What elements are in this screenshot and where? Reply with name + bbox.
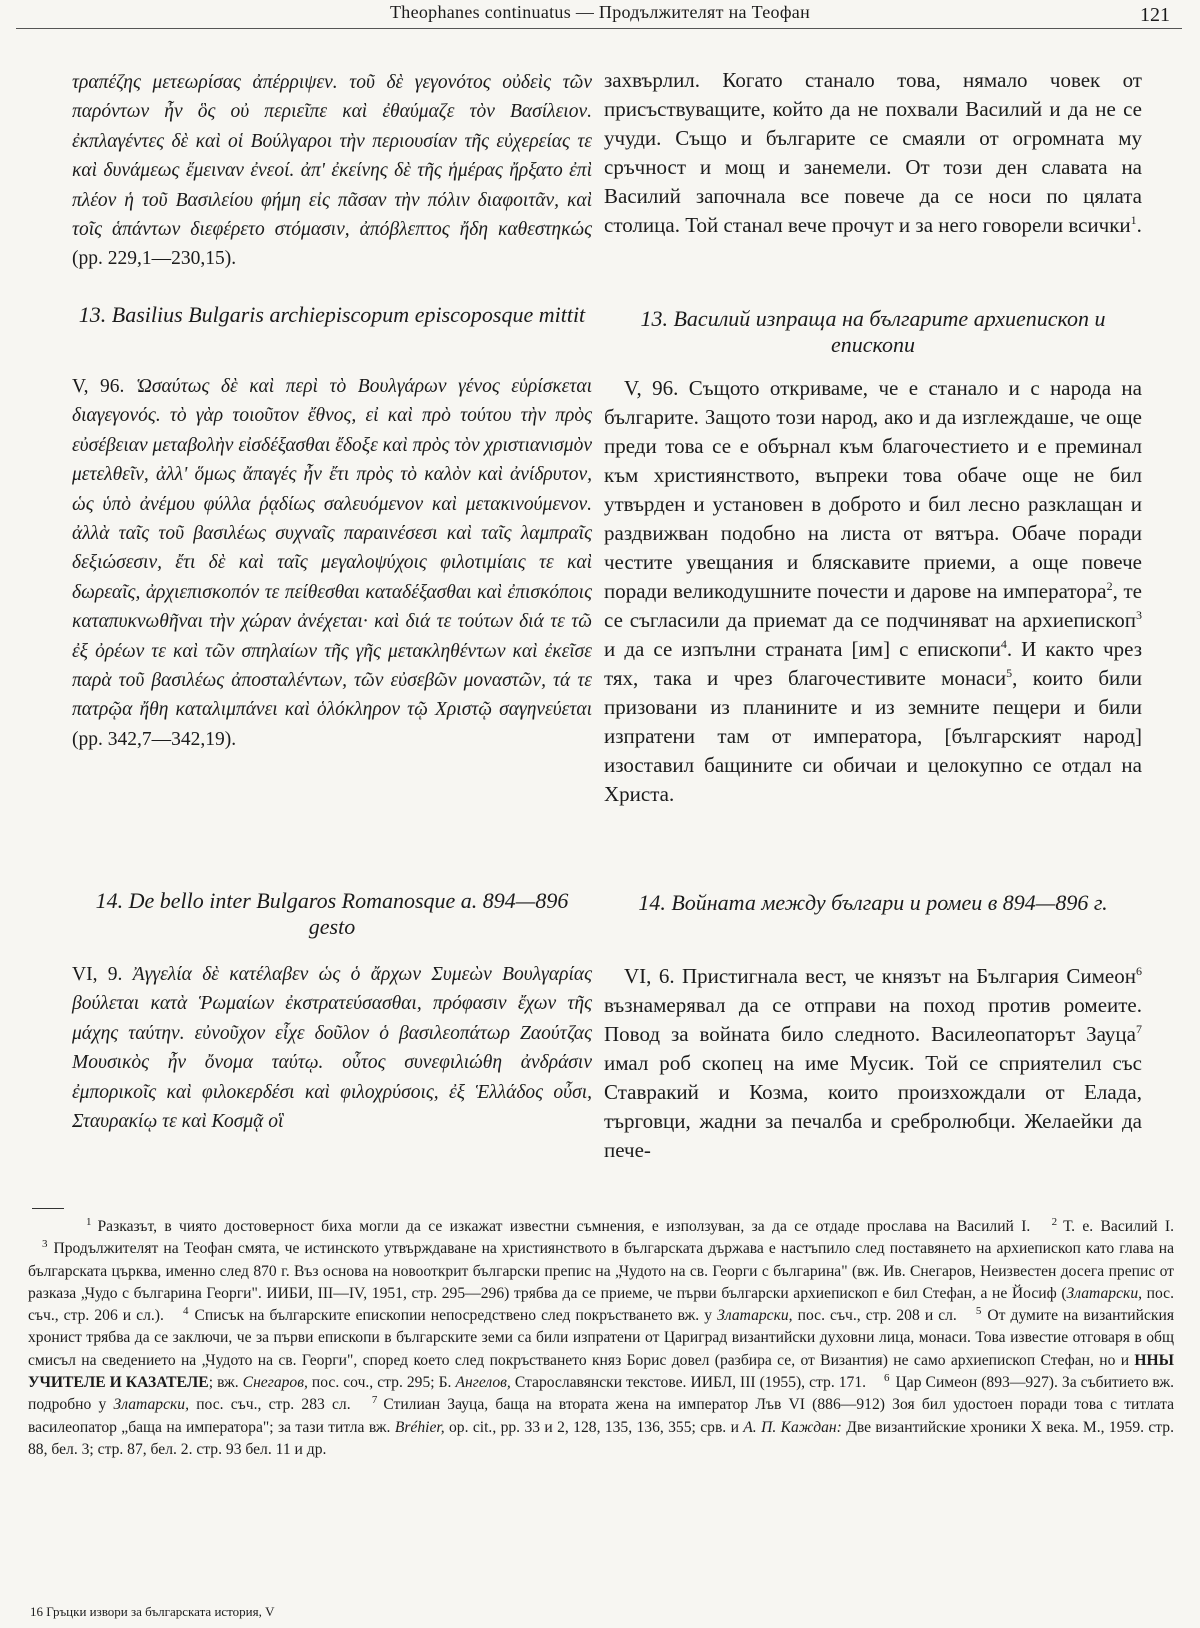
- footnote-ref: 5: [1006, 666, 1013, 680]
- footnote-ref: 4: [1000, 637, 1007, 651]
- bulgarian-text-section-13: V, 96. Същото откриваме, че е станало и с народа на българите. Защото този народ, ако и да изглеждаше, че още преди това се е обърнал към благочестието и е преминал към християнството, въпреки това обаче още не бил утвърден и установен в доброто и бил лесно разклащан и раздвижван подобно на листа от вятъра. Обаче поради честите увещания и бляскавите приеми, а още повече поради великодушните почести и дарове на императора$^2$, те се съгласили да приемат да се подчиняват на архиепископ$^3$ и да се изпълни страната [им] с епископи$^4$. И както чрез тях, така и чрез благочестивите монаси$^5$, които били призовани из планините и из земните пещери и били изпратени там от императора, [българският народ] изоставил бащините си обичаи и целокупно се отдал на Христа.: [604, 376, 1143, 806]
- section-ref: VI, 9.: [72, 964, 123, 985]
- footnote-2: Т. е. Василий I.: [1063, 1218, 1174, 1235]
- footnote-6: Цар Симеон (893—927). За събитието вж. подробно у Златарски, пос. съч., стр. 283 сл.: [28, 1374, 1174, 1414]
- page-number: 121: [1140, 4, 1170, 26]
- footnote-number: 2: [1051, 1215, 1058, 1228]
- section-13-latin-heading: 13. Basilius Bulgaris archiepiscopum episcoposque mittit: [78, 302, 586, 327]
- footnote-ref: 3: [1136, 608, 1142, 622]
- footnote-number: 1: [86, 1215, 92, 1228]
- bulgarian-text-continued: захвърлил. Когато станало това, нямало човек от присъствуващите, който да не похвали Василий и да не се учуди. Също и българите се смаяли от огромната му сръчност и мощ и занемели. От този ден славата на Василий започнала все повече да се носи по цялата столица. Той станал вече прочут и за него говорели всички$^1$.: [604, 68, 1142, 237]
- running-title: Theophanes continuatus — Продължителят на Теофан: [389, 2, 811, 22]
- footnote-number: 7: [371, 1394, 378, 1407]
- footnote-7: Стилиан Зауца, баща на втората жена на император Лъв VI (886—912) Зоя бил удостоен поради това с титлата василеопатор „баща на императора"; за тази титла вж. Bréhier, op. cit., pp. 33 и 2, 128, 135, 136, 355; срв. и А. П. Каждан: Две византийские хроники Х века. М., 1959. стр. 88, бел. 3; стр. 87, бел. 2. стр. 93 бел. 11 и др.: [28, 1396, 1175, 1458]
- source-ref: (pp. 342,7—342,19).: [72, 728, 237, 750]
- footnote-number: 6: [884, 1371, 890, 1384]
- footnote-1: Разказът, в чиято достоверност биха могли да се изкажат известни съмнения, е използуван, за да се отдаде прослава на Василий I.: [97, 1218, 1031, 1235]
- header-rule: [16, 28, 1182, 29]
- greek-text-continued: τραπέζης μετεωρίσας ἀπέρριψεν. τοῦ δὲ γεγονότος οὐδεὶς τῶν παρόντων ἦν ὃς οὐ περιεῖπε καὶ ἐθαύμαζε τὸν Βασίλειον. ἐκπλαγέντες δὲ καὶ οἱ Βούλγαροι τὴν περιουσίαν τῆς εὐχερείας τε καὶ δυνάμεως ἔμειναν ἐνεοί. ἀπ' ἐκείνης δὲ τῆς ἡμέρας ἤρξατο ἐπὶ πλέον ἡ τοῦ Βασιλείου φήμη εἰς πᾶσαν τὴν πόλιν διαφοιτᾶν, καὶ τοῖς ἁπάντων διεφέρετο στόμασιν, ἀπόβλεπτος ἤδη καθεστηκώς (pp. 229,1—230,15).: [72, 72, 592, 270]
- running-header: [0, 0, 1200, 30]
- section-13-bulgarian-heading: 13. Василий изпраща на българите архиепископ и епископи: [640, 306, 1106, 357]
- section-ref: VI, 6.: [624, 964, 675, 988]
- footnote-ref: 2: [1106, 579, 1113, 593]
- footnote-5: От думите на византийския хронист трябва да се заключи, че за първи епископи в българските земи са били изпратени от Цариград византийски духовни лица, монаси. Това известие отговаря в общ смисъл на сведението на „Чудото на св. Георги", според което след покръстването княз Борис довел (разбира се, от Византия) не само архиепископ Стефан, но и ННЫ УЧИТЕЛЕ И КАЗАТЕЛЕ; вж. Снегаров, пос. соч., стр. 295; Б. Ангелов, Старославянски текстове. ИИБЛ, III (1955), стр. 171.: [28, 1307, 1175, 1392]
- section-14-bulgarian-heading: 14. Войната между българи и ромеи в 894—896 г.: [638, 890, 1108, 915]
- footnote-rule: [32, 1208, 64, 1209]
- greek-text-section-14: VI, 9. Ἀγγελία δὲ κατέλαβεν ὡς ὁ ἄρχων Συμεὼν Βουλγαρίας βούλεται κατὰ Ῥωμαίων ἐκστρατεύσασθαι, πρόφασιν ἔχων τῆς μάχης ταύτην. εὐνοῦχον εἶχε δοῦλον ὁ βασιλεοπάτωρ Ζαούτζας Μουσικὸς ἦν ὄνομα ταύτῳ. οὗτος συνεφιλιώθη ἀνδράσιν ἐμπορικοῖς καὶ φιλοκερδέσι καὶ φιλοχρύσοις, ἐξ Ἑλλάδος οὖσι, Σταυρακίῳ τε καὶ Κοσμᾷ οἳ: [72, 964, 593, 1133]
- footnote-ref: 1: [1130, 213, 1137, 227]
- footnote-ref: 6: [1136, 964, 1142, 978]
- footnote-number: 3: [42, 1238, 48, 1251]
- footnotes: [28, 1216, 1174, 1461]
- footnote-4: Списък на българските епископии непосредствено след покръстването вж. у Златарски, пос. съч., стр. 208 и сл.: [194, 1307, 957, 1325]
- footnote-ref: 7: [1136, 1022, 1142, 1036]
- footnote-number: 4: [182, 1305, 189, 1317]
- section-ref: V, 96.: [72, 376, 125, 397]
- footnote-number: 5: [975, 1305, 982, 1317]
- greek-text-section-13: V, 96. Ὡσαύτως δὲ καὶ περὶ τὸ Βουλγάρων γένος εὑρίσκεται διαγεγονός. τὸ γὰρ τοιοῦτον ἔθνος, εἰ καὶ πρὸ τούτου τὴν πρὸς εὐσέβειαν μεταβολὴν εἰσδέξασθαι ἔδοξε καὶ πρὸς τὸν χριστιανισμὸν μετελθεῖν, ἀλλ' ὅμως ἄπαγές ἦν ἔτι πρὸς τὸ καλὸν καὶ ἀνίδρυτον, ὡς ὑπὸ ἀνέμου φύλλα ῥᾳδίως σαλευόμενον καὶ μετακινούμενον. ἀλλὰ ταῖς τοῦ βασιλέως συχναῖς παραινέσεσι καὶ ταῖς λαμπραῖς δεξιώσεσιν, ἔτι δὲ καὶ ταῖς μεγαλοψύχοις φιλοτιμίαις τε καὶ δωρεαῖς, ἀρχιεπισκοπόν τε πείθεσθαι καταδέξασθαι καὶ ἐπισκόποις καταπυκνωθῆναι τὴν χώραν ἀνέχεται· καὶ διά τε τούτων διά τε τῶ ἐξ ὀρέων τε καὶ τῶν σπηλαίων τῆς γῆς μετακληθέντων καὶ ἐκεῖσε παρὰ τοῦ βασιλέως ἀποσταλέντων, τῶν εὐσεβῶν μοναστῶν, τά τε πατρῷα ἤθη καταλιμπάνει καὶ ὁλόκληρον τῷ Χριστῷ σαγηνεύεται (pp. 342,7—342,19).: [72, 376, 592, 750]
- printer-signature: 16 Гръцки извори за българската история, V: [30, 1604, 275, 1619]
- bulgarian-text-section-14: VI, 6. Пристигнала вест, че князът на България Симеон$^6$ възнамерявал да се отправи на поход против ромеите. Повод за войната било следното. Василеопаторът Зауца$^7$ имал роб скопец на име Мусик. Той се сприятелил със Ставракий и Козма, които произхождали от Елада, търговци, жадни за печалба и сребролюбци. Желаейки да пече-: [604, 964, 1142, 1162]
- section-ref: V, 96.: [624, 376, 679, 400]
- footnote-3: Продължителят на Теофан смята, че истинското утвърждаване на християнството в българската държава е настъпило след поставянето на архиепископ като глава на българската църква, именно след 870 г. Въз основа на новооткрит български препис на „Чудото на св. Георги с българина" (вж. Ив. Снегаров, Неизвестен досега препис от разказа „Чудо с българина Георги". ИИБИ, III—IV, 1951, стр. 295—296) трябва да се приеме, че първи български архиепископ е бил Стефан, а не Йосиф (Златарски, пос. съч., стр. 206 и сл.).: [28, 1240, 1174, 1325]
- section-14-latin-heading: 14. De bello inter Bulgaros Romanosque a. 894—896 gesto: [95, 888, 569, 939]
- source-ref: (pp. 229,1—230,15).: [72, 248, 237, 270]
